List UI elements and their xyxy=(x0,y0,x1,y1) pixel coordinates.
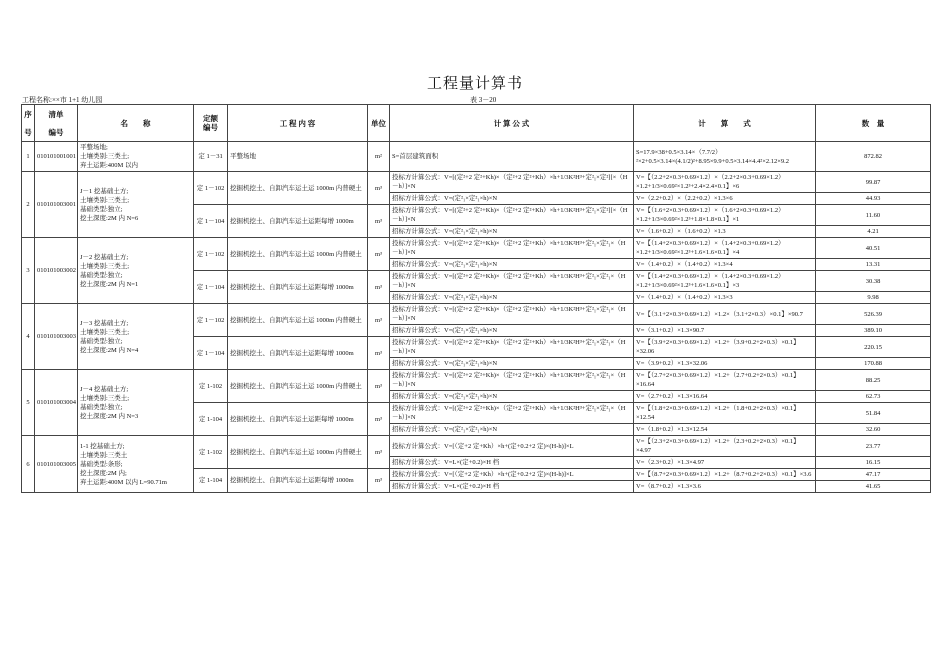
cell-seq: 4 xyxy=(22,304,35,370)
cell-qty: 40.51 xyxy=(816,238,931,259)
cell-seq: 5 xyxy=(22,370,35,436)
cell-formula: 投标方计算公式：V=[(定²+2 定²+Kh)×（定²+2 定²+Kh）×h+1/3K²H³+定²₁×定²₁×（H－h）]×N xyxy=(390,238,634,259)
cell-quota: 定 1－102 xyxy=(194,304,228,337)
cell-qty: 51.84 xyxy=(816,403,931,424)
cell-calc: V=【（1.4+2×0.3+0.69×1.2）×（1.4+2×0.3+0.69×1.2）×1.2+1/3×0.69²×1.2³+1.6×1.6×0.1】×3 xyxy=(634,271,816,292)
header-unit: 单位 xyxy=(368,105,390,142)
cell-formula: 投标方计算公式：V=[（定+2 定+Kh）×h+(定+0.2+2 定)×(H-h)]×L xyxy=(390,436,634,457)
table-number: 表 3－20 xyxy=(470,96,497,104)
cell-name: J－3 挖基础土方; 土壤类别:三类土; 基础类型:独立; 挖土深度:2M 内 N=4 xyxy=(78,304,194,370)
cell-calc: V=（8.7+0.2）×1.3×3.6 xyxy=(634,481,816,493)
cell-qty: 47.17 xyxy=(816,469,931,481)
cell-content: 挖掘机挖土、自卸汽车运土运距每增 1000m xyxy=(228,205,368,238)
cell-unit: m³ xyxy=(368,172,390,205)
cell-formula: 投标方计算公式：V=[(定²+2 定²+Kh)×（定²+2 定²+Kh）×h+1/3K²H³+定²₁×定²₁×（H－h）]×N xyxy=(390,304,634,325)
document-title: 工程量计算书 xyxy=(426,76,523,92)
cell-calc: V=（2.7+0.2）×1.3×16.64 xyxy=(634,391,816,403)
header-formula: 计 算 公 式 xyxy=(390,105,634,142)
cell-calc: V=【（1.4+2×0.3+0.69×1.2）×（1.4+2×0.3+0.69×1.2）×1.2+1/3×0.69²×1.2³+1.6×1.6×0.1】×4 xyxy=(634,238,816,259)
cell-calc: V=（1.4+0.2）×（1.4+0.2）×1.3×4 xyxy=(634,259,816,271)
cell-qty: 30.38 xyxy=(816,271,931,292)
header-code: 清单 编号 xyxy=(35,105,78,142)
cell-formula: 招标方计算公式：V=(定²₁×定²₁×h)×N xyxy=(390,424,634,436)
header-name: 名 称 xyxy=(78,105,194,142)
cell-qty: 99.87 xyxy=(816,172,931,193)
table-row xyxy=(22,238,931,259)
cell-formula: 投标方计算公式：V=[(定²+2 定²+Kh)×（定²+2 定²+Kh）×h+1/3K²H³+定²₁×定²₁×（H－h）]×N xyxy=(390,370,634,391)
cell-qty: 220.15 xyxy=(816,337,931,358)
cell-qty: 41.65 xyxy=(816,481,931,493)
cell-formula: 投标方计算公式：V=[(定²+2 定²+Kh)×（定²+2 定²+Kh）×h+1/3K²H³+定²₁×定²₁×（H－h）]×N xyxy=(390,337,634,358)
cell-calc: V=（2.2+0.2）×（2.2+0.2）×1.3×6 xyxy=(634,193,816,205)
cell-seq: 2 xyxy=(22,172,35,238)
cell-name: J－1 挖基础土方; 土壤类别:三类土; 基础类型:独立; 挖土深度:2M 内 N=6 xyxy=(78,172,194,238)
cell-qty: 16.15 xyxy=(816,457,931,469)
cell-qty: 62.73 xyxy=(816,391,931,403)
header-calc: 计 算 式 xyxy=(634,105,816,142)
cell-formula: 投标方计算公式：V=[(定²+2 定²+Kh)×（定²+2 定²+Kh）×h+1/3K²H³+定²₁×定²][×（H－h）]×N xyxy=(390,172,634,193)
cell-qty: 9.98 xyxy=(816,292,931,304)
cell-quota: 定 1-104 xyxy=(194,403,228,436)
cell-quota: 定 1-102 xyxy=(194,436,228,469)
cell-qty: 32.60 xyxy=(816,424,931,436)
cell-qty: 526.39 xyxy=(816,304,931,325)
cell-content: 挖掘机挖土、自卸汽车运土运 1000m 内普硬土 xyxy=(228,436,368,469)
table-row xyxy=(22,304,931,325)
header-qty: 数 量 xyxy=(816,105,931,142)
project-name: 工程名称:××市 1+1 幼儿园 xyxy=(22,96,103,104)
cell-quota: 定 1－31 xyxy=(194,142,228,172)
cell-qty: 4.21 xyxy=(816,226,931,238)
cell-calc: V=（1.6+0.2）×（1.6+0.2）×1.3 xyxy=(634,226,816,238)
cell-calc: V=【（3.1+2×0.3+0.69×1.2）×1.2×（3.1+2×0.3）×0.1】×90.7 xyxy=(634,304,816,325)
cell-content: 挖掘机挖土、自卸汽车运土运距每增 1000m xyxy=(228,403,368,436)
cell-seq: 1 xyxy=(22,142,35,172)
cell-calc: V=（1.8+0.2）×1.3×12.54 xyxy=(634,424,816,436)
header-content: 工 程 内 容 xyxy=(228,105,368,142)
table-body xyxy=(22,142,931,493)
cell-calc: V=【（2.2+2×0.3+0.69×1.2）×（2.2+2×0.3+0.69×1.2）×1.2+1/3×0.69²×1.2³+2.4×2.4×0.1】×6 xyxy=(634,172,816,193)
cell-calc: V=（3.9+0.2）×1.3×32.06 xyxy=(634,358,816,370)
cell-calc: V=（2.3+0.2）×1.3×4.97 xyxy=(634,457,816,469)
cell-formula: 投标方计算公式：V=[(定²+2 定²+Kh)×（定²+2 定²+Kh）×h+1/3K²H³+定²₁×定²][×（H－h）]×N xyxy=(390,205,634,226)
cell-seq: 6 xyxy=(22,436,35,493)
cell-qty: 23.77 xyxy=(816,436,931,457)
cell-code: 010101003004 xyxy=(35,370,78,436)
table-row xyxy=(22,172,931,193)
cell-content: 挖掘机挖土、自卸汽车运土运 1000m 内普硬土 xyxy=(228,238,368,271)
cell-content: 挖掘机挖土、自卸汽车运土运距每增 1000m xyxy=(228,337,368,370)
cell-unit: m³ xyxy=(368,370,390,403)
header-quota: 定额 编号 xyxy=(194,105,228,142)
cell-formula: 招标方计算公式：V=(定²₁×定²₁×h)×N xyxy=(390,358,634,370)
table-row xyxy=(22,142,931,172)
cell-code: 010101001001 xyxy=(35,142,78,172)
header-seq: 序 号 xyxy=(22,105,35,142)
cell-content: 挖掘机挖土、自卸汽车运土运距每增 1000m xyxy=(228,469,368,493)
cell-qty: 88.25 xyxy=(816,370,931,391)
cell-code: 010101003001 xyxy=(35,172,78,238)
cell-qty: 872.82 xyxy=(816,142,931,172)
cell-quota: 定 1-104 xyxy=(194,469,228,493)
cell-quota: 定 1－102 xyxy=(194,172,228,205)
cell-code: 010101003002 xyxy=(35,238,78,304)
cell-unit: m² xyxy=(368,142,390,172)
cell-calc: V=（3.1+0.2）×1.3×90.7 xyxy=(634,325,816,337)
cell-unit: m³ xyxy=(368,304,390,337)
cell-formula: 招标方计算公式：V=(定²₁×定²₁×h)×N xyxy=(390,325,634,337)
cell-formula: 招标方计算公式：V=(定²₁×定²₁×h)×N xyxy=(390,193,634,205)
cell-quota: 定 1-102 xyxy=(194,370,228,403)
cell-calc: V=【（2.7+2×0.3+0.69×1.2）×1.2+（2.7+0.2+2×0.3）×0.1】×16.64 xyxy=(634,370,816,391)
quantity-calculation-table xyxy=(21,104,931,493)
cell-calc: V=【（2.3+2×0.3+0.69×1.2）×1.2+（2.3+0.2+2×0.3）×0.1】×4.97 xyxy=(634,436,816,457)
cell-content: 平整场地 xyxy=(228,142,368,172)
cell-content: 挖掘机挖土、自卸汽车运土运 1000m 内普硬土 xyxy=(228,172,368,205)
table-row xyxy=(22,370,931,391)
cell-content: 挖掘机挖土、自卸汽车运土运 1000m 内普硬土 xyxy=(228,370,368,403)
cell-calc: V=（1.4+0.2）×（1.4+0.2）×1.3×3 xyxy=(634,292,816,304)
header-row xyxy=(22,105,931,142)
cell-qty: 11.60 xyxy=(816,205,931,226)
cell-calc: S=17.9×38+0.5×3.14×（7.7/2）²×2+0.5×3.14×(4.1/2)²+8.95×9.9+0.5×3.14×4.4²×2.12×9.2 xyxy=(634,142,816,172)
cell-formula: 招标方计算公式：V=(定²₁×定²₁×h)×N xyxy=(390,391,634,403)
table-row xyxy=(22,436,931,457)
cell-qty: 389.10 xyxy=(816,325,931,337)
cell-formula: S=首层建筑面积 xyxy=(390,142,634,172)
cell-unit: m³ xyxy=(368,403,390,436)
cell-calc: V=【（1.8+2×0.3+0.69×1.2）×1.2+（1.8+0.2+2×0.3）×0.1】×12.54 xyxy=(634,403,816,424)
cell-qty: 13.31 xyxy=(816,259,931,271)
cell-name: J－4 挖基础土方; 土壤类别:三类土; 基础类型:独立; 挖土深度:2M 内 N=3 xyxy=(78,370,194,436)
cell-formula: 招标方计算公式：V=(定²₁×定²₁×h)×N xyxy=(390,226,634,238)
cell-quota: 定 1－104 xyxy=(194,205,228,238)
cell-unit: m³ xyxy=(368,337,390,370)
cell-qty: 170.88 xyxy=(816,358,931,370)
cell-quota: 定 1－104 xyxy=(194,337,228,370)
cell-formula: 招标方计算公式：V=L×(定+0.2)×H 档 xyxy=(390,481,634,493)
cell-unit: m³ xyxy=(368,469,390,493)
cell-formula: 招标方计算公式：V=(定²₁×定²₁×h)×N xyxy=(390,292,634,304)
cell-calc: V=【（1.6+2×0.3+0.69×1.2）×（1.6+2×0.3+0.69×1.2）×1.2+1/3×0.69²×1.2³+1.8×1.8×0.1】×1 xyxy=(634,205,816,226)
cell-quota: 定 1－104 xyxy=(194,271,228,304)
cell-content: 挖掘机挖土、自卸汽车运土运距每增 1000m xyxy=(228,271,368,304)
cell-name: 平整场地; 土壤类别:三类土; 弃土运距:400M 以内 xyxy=(78,142,194,172)
cell-calc: V=【（3.9+2×0.3+0.69×1.2）×1.2+（3.9+0.2+2×0.3）×0.1】×32.06 xyxy=(634,337,816,358)
cell-qty: 44.93 xyxy=(816,193,931,205)
cell-seq: 3 xyxy=(22,238,35,304)
cell-formula: 投标方计算公式：V=[(定²+2 定²+Kh)×（定²+2 定²+Kh）×h+1/3K²H³+定²₁×定²₁×（H－h）]×N xyxy=(390,271,634,292)
cell-name: J－2 挖基础土方; 土壤类别:三类土; 基础类型:独立; 挖土深度:2M 内 N=1 xyxy=(78,238,194,304)
cell-unit: m³ xyxy=(368,238,390,271)
cell-code: 010101003003 xyxy=(35,304,78,370)
cell-unit: m³ xyxy=(368,271,390,304)
cell-name: 1-1 挖基础土方; 土壤类别:三类土 基础类型:条形; 挖土深度:2M 内; 弃土运距:400M 以内 L=90.71m xyxy=(78,436,194,493)
cell-unit: m³ xyxy=(368,205,390,238)
cell-code: 010101003005 xyxy=(35,436,78,493)
cell-unit: m³ xyxy=(368,436,390,469)
cell-quota: 定 1－102 xyxy=(194,238,228,271)
cell-formula: 投标方计算公式：V=[(定²+2 定²+Kh)×（定²+2 定²+Kh）×h+1/3K²H³+定²₁×定²₁×（H－h）]×N xyxy=(390,403,634,424)
cell-formula: 招标方计算公式：V=(定²₁×定²₁×h)×N xyxy=(390,259,634,271)
cell-calc: V=【（8.7+2×0.3+0.69×1.2）×1.2+（8.7+0.2+2×0.3）×0.1】×3.6 xyxy=(634,469,816,481)
cell-content: 挖掘机挖土、自卸汽车运土运 1000m 内普硬土 xyxy=(228,304,368,337)
cell-formula: 招标方计算公式：V=L×(定+0.2)×H 档 xyxy=(390,457,634,469)
cell-formula: 投标方计算公式：V=[（定+2 定+Kh）×h+(定+0.2+2 定)×(H-h)]×L xyxy=(390,469,634,481)
